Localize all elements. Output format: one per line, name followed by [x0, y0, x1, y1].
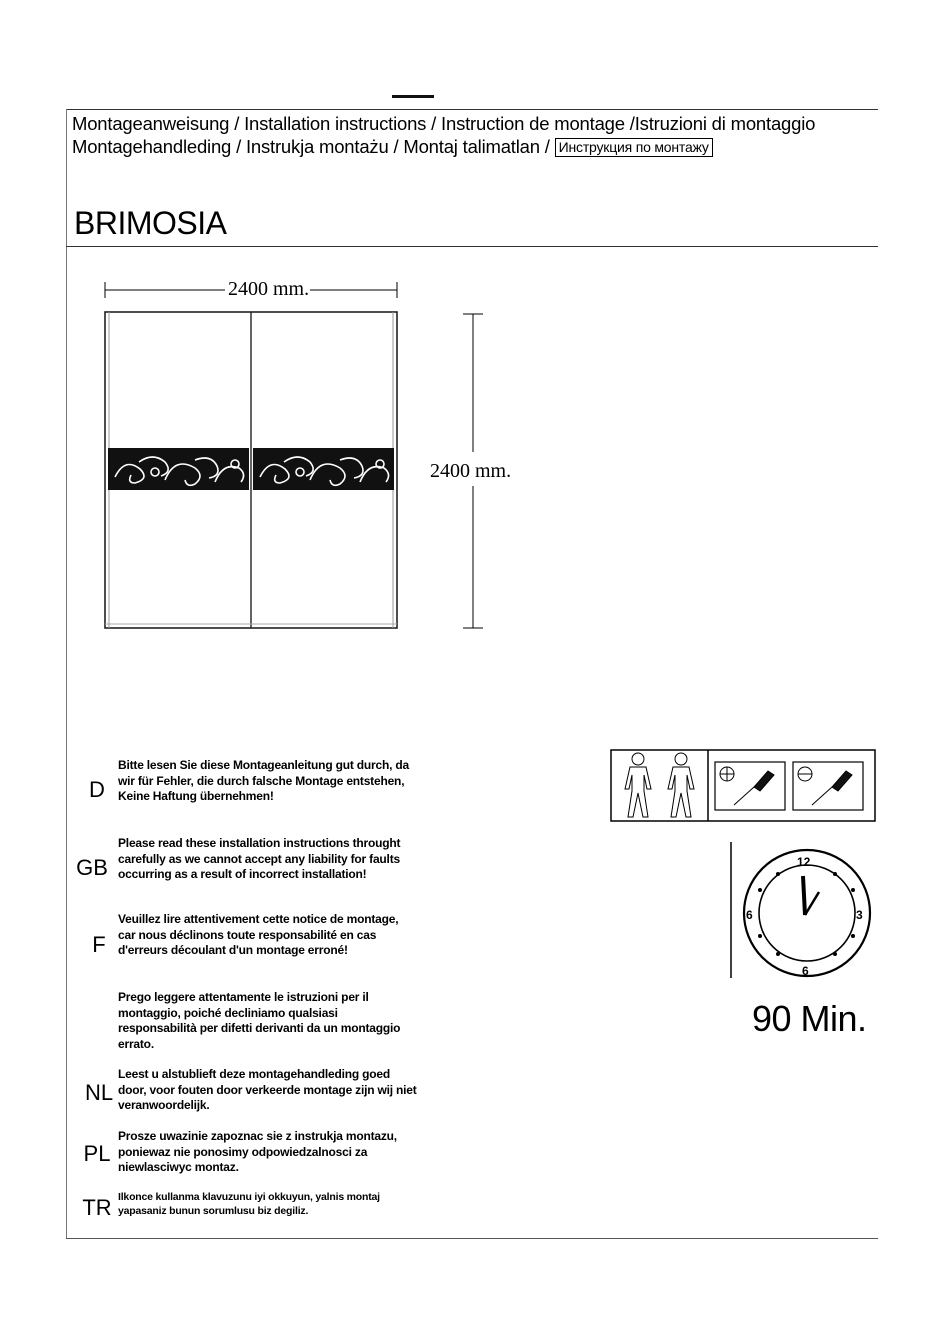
clock-number-6-bottom: 6	[802, 964, 809, 978]
instruction-text-i: Prego leggere attentamente le istruzioni per il montaggio, poiché decliniamo qualsiasi responsabilità per difetti derivanti da un montaggio errato.	[118, 990, 401, 1051]
instruction-text-tr: Ilkonce kullanma klavuzunu iyi okkuyun, yalnis montaj yapasaniz bunun sorumlusu biz degiliz.	[118, 1191, 380, 1217]
instruction-text-pl: Prosze uwazinie zapoznac sie z instrukja montazu, poniewaz nie ponosimy odpowiedzalnosci za niewlasciwyc montaz.	[118, 1129, 397, 1174]
header-line-1: Montageanweisung / Installation instructions / Instruction de montage /Istruzioni di montaggio	[72, 113, 816, 134]
lang-code-gb: GB	[76, 855, 108, 880]
lang-code-tr: TR	[82, 1195, 112, 1220]
requirements-box	[610, 749, 878, 823]
header-line-2-text: Montagehandleding / Instrukja montażu / Montaj talimatlan /	[72, 136, 550, 157]
instruction-text-d: Bitte lesen Sie diese Montageanleitung gut durch, da wir für Fehler, die durch falsche Montage entstehen, Keine Haftung übernehmen!	[118, 758, 409, 803]
width-dimension: 2400 mm.	[228, 278, 310, 300]
instruction-text-gb: Please read these installation instructions throught carefully as we cannot accept any liability for faults occurring as a result of incorrect installation!	[118, 836, 401, 881]
assembly-time: 90 Min.	[752, 998, 867, 1039]
frame-left-rule	[66, 109, 67, 1239]
clock-number-6-left: 6	[746, 908, 753, 922]
height-dimension: 2400 mm.	[430, 460, 512, 482]
frame-bottom-rule	[66, 1238, 878, 1239]
instruction-text-nl: Leest u alstublieft deze montagehandleding goed door, voor fouten door verkeerde montage zijn wij niet veranwoordelijk.	[118, 1067, 417, 1112]
frame-top-rule	[66, 109, 878, 110]
lang-code-pl: PL	[83, 1141, 111, 1166]
title-rule	[66, 246, 878, 247]
instruction-text-f: Veuillez lire attentivement cette notice de montage, car nous déclinons toute responsabilité en cas d'erreurs découlant d'un montage erroné!	[118, 912, 399, 957]
wardrobe-drawing	[95, 272, 525, 642]
product-name: BRIMOSIA	[74, 205, 227, 241]
lang-code-d: D	[89, 777, 105, 802]
header-russian-box: Инструкция по монтажу	[555, 138, 713, 157]
header-line-2	[72, 136, 713, 158]
clock-number-3: 3	[856, 908, 863, 922]
top-mark	[392, 95, 434, 98]
clock-number-12: 12	[797, 855, 811, 869]
lang-code-nl: NL	[84, 1080, 114, 1105]
lang-code-f: F	[92, 932, 106, 957]
